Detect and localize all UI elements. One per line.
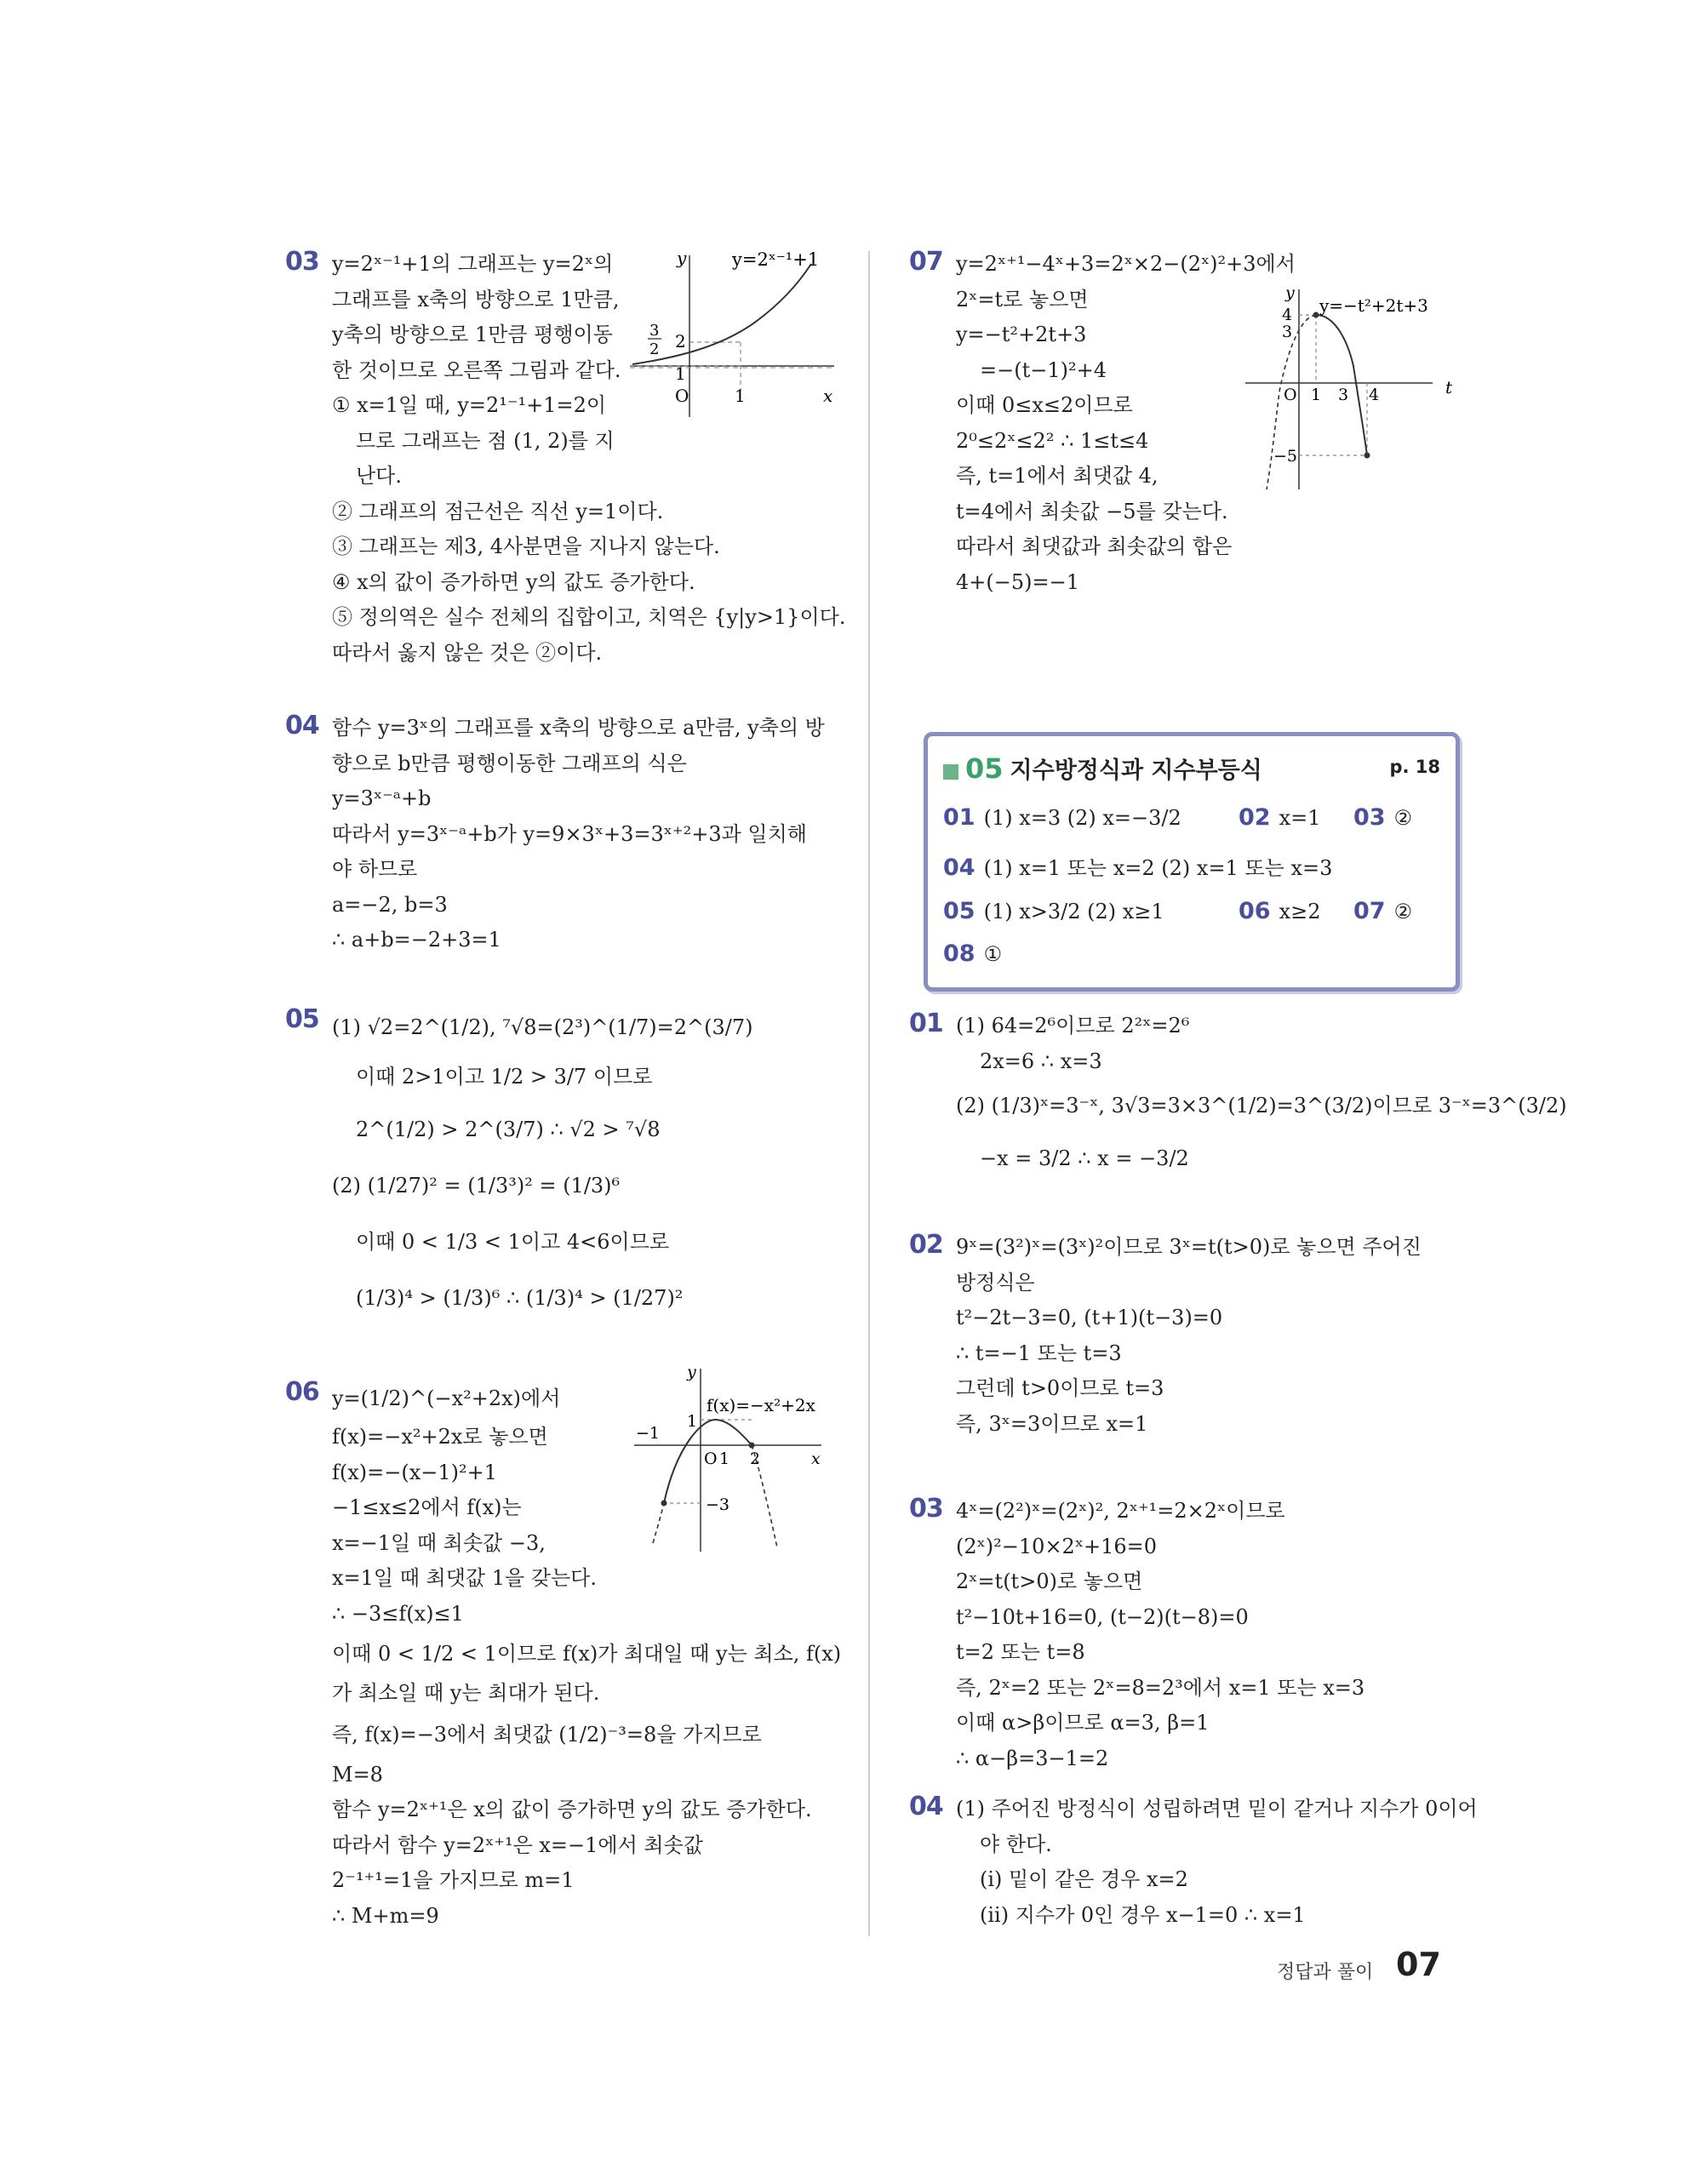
graph-tick-x: 1 xyxy=(735,386,746,406)
solution-line: 난다. xyxy=(356,464,402,488)
solution-line: ② 그래프의 점근선은 직선 y=1이다. xyxy=(332,499,664,523)
graph-x-axis-label: x xyxy=(811,1449,821,1468)
solution-line: a=−2, b=3 xyxy=(332,892,448,917)
solution-line: t=2 또는 t=8 xyxy=(956,1640,1085,1664)
graph-tick-1: 1 xyxy=(1311,386,1322,404)
graph-origin-label: O xyxy=(1284,386,1297,404)
solution-line: ① x=1일 때, y=2¹⁻¹+1=2이 xyxy=(332,393,607,417)
graph-func-label: y=2ˣ⁻¹+1 xyxy=(732,249,820,270)
graph-tick-1: 1 xyxy=(719,1449,730,1468)
solution-line: y=−t²+2t+3 xyxy=(956,323,1087,346)
solution-line: 함수 y=3ˣ의 그래프를 x축의 방향으로 a만큼, y축의 방 xyxy=(332,716,825,740)
problem-number: 03 xyxy=(285,247,319,277)
answer-number: 07 xyxy=(1353,898,1386,924)
solution-line: 즉, t=1에서 최댓값 4, xyxy=(956,464,1159,488)
solution-line: t=4에서 최솟값 −5를 갖는다. xyxy=(956,499,1228,523)
solution-line: 2ˣ=t로 놓으면 xyxy=(956,287,1089,312)
problem-number: 07 xyxy=(909,247,943,277)
solution-line: 즉, f(x)=−3에서 최댓값 (1/2)⁻³=8을 가지므로 xyxy=(332,1722,762,1747)
graph-origin-label: O xyxy=(675,386,689,406)
column-divider xyxy=(868,251,870,1936)
graph-tick-y2: 2 xyxy=(675,331,686,352)
graph-tick-4: 4 xyxy=(1369,386,1380,404)
solution-line: 함수 y=2ˣ⁺¹은 x의 값이 증가하면 y의 값도 증가한다. xyxy=(332,1798,812,1821)
solution-line: x=1일 때 최댓값 1을 갖는다. xyxy=(332,1566,597,1590)
graph-frac-den: 2 xyxy=(649,340,660,358)
solution-line: 한 것이므로 오른쪽 그림과 같다. xyxy=(332,357,621,382)
solution-line: y축의 방향으로 1만큼 평행이동 xyxy=(332,323,613,346)
solution-line: x=−1일 때 최솟값 −3, xyxy=(332,1530,546,1555)
answer-row xyxy=(943,898,1164,924)
answer-number: 02 xyxy=(1239,804,1271,831)
solution-line: 따라서 함수 y=2ˣ⁺¹은 x=−1에서 최솟값 xyxy=(332,1832,703,1857)
graph-func-label: y=−t²+2t+3 xyxy=(1319,295,1428,316)
solution-line: (i) 밑이 같은 경우 x=2 xyxy=(980,1867,1188,1891)
solution-line: y=2ˣ⁻¹+1의 그래프는 y=2ˣ의 xyxy=(332,252,614,276)
graph-exponential xyxy=(626,247,838,426)
problem-number: 04 xyxy=(909,1792,943,1821)
solution-line: 야 한다. xyxy=(980,1832,1052,1856)
solution-line: 방정식은 xyxy=(956,1270,1035,1295)
solution-line: y=(1/2)^(−x²+2x)에서 xyxy=(332,1386,561,1410)
solution-line: (2) (1/27)² = (1/3³)² = (1/3)⁶ xyxy=(332,1174,621,1198)
solution-line: ③ 그래프는 제3, 4사분면을 지나지 않는다. xyxy=(332,535,720,558)
answer-value: (1) x>3/2 (2) x≥1 xyxy=(983,900,1164,923)
solution-line: ∴ a+b=−2+3=1 xyxy=(332,928,501,952)
answer-number: 03 xyxy=(1353,804,1386,831)
solution-line: 4ˣ=(2²)ˣ=(2ˣ)², 2ˣ⁺¹=2×2ˣ이므로 xyxy=(956,1499,1285,1523)
answer-value: (1) x=1 또는 x=2 (2) x=1 또는 x=3 xyxy=(983,856,1333,880)
solution-line: 이때 2>1이고 1/2 > 3/7 이므로 xyxy=(356,1065,653,1089)
problem-number: 05 xyxy=(285,1004,319,1034)
graph-origin-label: O xyxy=(704,1449,718,1468)
page-reference: p. 18 xyxy=(1389,757,1440,777)
solution-line: 따라서 최댓값과 최솟값의 합은 xyxy=(956,535,1233,558)
section-number: 05 xyxy=(965,752,1004,785)
answer-number: 01 xyxy=(943,804,975,831)
solution-line: ④ x의 값이 증가하면 y의 값도 증가한다. xyxy=(332,569,695,594)
answer-value: x=1 xyxy=(1279,806,1321,830)
solution-line: 므로 그래프는 점 (1, 2)를 지 xyxy=(356,428,615,453)
graph-t-axis-label: t xyxy=(1445,377,1453,397)
solution-line: 이때 α>β이므로 α=3, β=1 xyxy=(956,1711,1210,1735)
answer-row xyxy=(1239,898,1321,924)
solution-line: 2^(1/2) > 2^(3/7) ∴ √2 > ⁷√8 xyxy=(356,1118,661,1141)
solution-line: 이때 0≤x≤2이므로 xyxy=(956,393,1133,417)
square-icon xyxy=(943,764,958,780)
answer-row xyxy=(943,940,1002,967)
graph-tick-neg3: −3 xyxy=(706,1495,730,1514)
solution-line: (2ˣ)²−10×2ˣ+16=0 xyxy=(956,1534,1158,1558)
answer-number: 05 xyxy=(943,898,975,924)
solution-line: t²−2t−3=0, (t+1)(t−3)=0 xyxy=(956,1306,1223,1329)
solution-line: 이때 0 < 1/2 < 1이므로 f(x)가 최대일 때 y는 최소, f(x) xyxy=(332,1642,842,1666)
solution-line: 그래프를 x축의 방향으로 1만큼, xyxy=(332,287,620,312)
answer-value: ② xyxy=(1393,900,1413,923)
answer-value: ② xyxy=(1393,806,1413,830)
solution-line: 2⁰≤2ˣ≤2² ∴ 1≤t≤4 xyxy=(956,428,1149,453)
solution-line: 2⁻¹⁺¹=1을 가지므로 m=1 xyxy=(332,1868,575,1892)
solution-line: (ii) 지수가 0인 경우 x−1=0 ∴ x=1 xyxy=(980,1902,1306,1927)
solution-line: (1/3)⁴ > (1/3)⁶ ∴ (1/3)⁴ > (1/27)² xyxy=(356,1286,684,1310)
answer-row xyxy=(1353,804,1412,831)
solution-line: (1) 64=2⁶이므로 2²ˣ=2⁶ xyxy=(956,1014,1190,1038)
solution-line: 따라서 옳지 않은 것은 ②이다. xyxy=(332,640,603,665)
graph-y-axis-label: y xyxy=(687,1363,696,1381)
answer-value: x≥2 xyxy=(1279,900,1321,923)
answer-value: (1) x=3 (2) x=−3/2 xyxy=(983,806,1181,830)
problem-number: 03 xyxy=(909,1494,943,1524)
solution-line: f(x)=−(x−1)²+1 xyxy=(332,1460,498,1484)
graph-tick-2: 2 xyxy=(750,1449,761,1468)
answer-row xyxy=(943,804,1181,831)
solution-line: 가 최소일 때 y는 최대가 된다. xyxy=(332,1681,600,1705)
solution-line: (1) 주어진 방정식이 성립하려면 밑이 같거나 지수가 0이어 xyxy=(956,1797,1478,1821)
answer-row xyxy=(943,851,1332,881)
solution-line: y=2ˣ⁺¹−4ˣ+3=2ˣ×2−(2ˣ)²+3에서 xyxy=(956,252,1296,276)
solution-line: 야 하므로 xyxy=(332,857,418,881)
answer-row xyxy=(1239,804,1321,831)
solution-line: 그런데 t>0이므로 t=3 xyxy=(956,1376,1164,1400)
solution-line: ∴ t=−1 또는 t=3 xyxy=(956,1341,1122,1365)
solution-line: ∴ α−β=3−1=2 xyxy=(956,1746,1109,1770)
solution-line: ∴ −3≤f(x)≤1 xyxy=(332,1601,464,1626)
solution-line: 향으로 b만큼 평행이동한 그래프의 식은 xyxy=(332,751,687,775)
solution-line: =−(t−1)²+4 xyxy=(980,357,1107,382)
answer-value: ① xyxy=(983,942,1003,966)
problem-number: 04 xyxy=(285,711,319,740)
solution-line: t²−10t+16=0, (t−2)(t−8)=0 xyxy=(956,1604,1249,1629)
graph-tick-neg1: −1 xyxy=(636,1424,661,1443)
solution-line: ⑤ 정의역은 실수 전체의 집합이고, 치역은 {y|y>1}이다. xyxy=(332,605,846,629)
solution-line: (2) (1/3)ˣ=3⁻ˣ, 3√3=3×3^(1/2)=3^(3/2)이므로 3⁻ˣ=3^(3/2) xyxy=(956,1094,1567,1118)
graph-quadratic xyxy=(626,1360,830,1556)
section-title: 지수방정식과 지수부등식 xyxy=(1010,758,1262,784)
graph-x-axis-label: x xyxy=(823,386,833,406)
graph-tick-3: 3 xyxy=(1338,386,1349,404)
solution-line: f(x)=−x²+2x로 놓으면 xyxy=(332,1425,548,1449)
answer-number: 06 xyxy=(1239,898,1271,924)
solution-line: −1≤x≤2에서 f(x)는 xyxy=(332,1495,522,1519)
solution-line: M=8 xyxy=(332,1762,383,1787)
graph-func-label: f(x)=−x²+2x xyxy=(707,1395,815,1415)
page-number: 07 xyxy=(1396,1946,1441,1983)
solution-line: y=3ˣ⁻ᵃ+b xyxy=(332,786,432,810)
answer-number: 04 xyxy=(943,855,975,881)
graph-frac-num: 3 xyxy=(649,322,660,340)
solution-line: 즉, 3ˣ=3이므로 x=1 xyxy=(956,1411,1148,1436)
answer-summary-box xyxy=(924,732,1460,992)
graph-tick-neg5: −5 xyxy=(1273,447,1298,466)
problem-number: 01 xyxy=(909,1009,943,1038)
graph-parabola-t xyxy=(1241,281,1467,502)
graph-tick-y3: 3 xyxy=(1282,323,1293,341)
solution-line: 2x=6 ∴ x=3 xyxy=(980,1049,1102,1073)
solution-line: 이때 0 < 1/3 < 1이고 4<6이므로 xyxy=(356,1230,670,1254)
solution-line: 9ˣ=(3²)ˣ=(3ˣ)²이므로 3ˣ=t(t>0)로 놓으면 주어진 xyxy=(956,1235,1422,1259)
solution-line: (1) √2=2^(1/2), ⁷√8=(2³)^(1/7)=2^(3/7) xyxy=(332,1015,753,1039)
answer-number: 08 xyxy=(943,940,975,967)
solution-line: 4+(−5)=−1 xyxy=(956,569,1079,594)
solution-line: 즉, 2ˣ=2 또는 2ˣ=8=2³에서 x=1 또는 x=3 xyxy=(956,1675,1365,1700)
graph-tick-y1: 1 xyxy=(687,1412,698,1431)
footer-label: 정답과 풀이 xyxy=(1277,1962,1374,1983)
graph-tick-y1: 1 xyxy=(675,363,686,384)
graph-tick-y4: 4 xyxy=(1282,306,1293,324)
box-title xyxy=(943,752,1262,785)
solution-line: −x = 3/2 ∴ x = −3/2 xyxy=(980,1146,1189,1170)
answer-row xyxy=(1353,898,1412,924)
graph-y-axis-label: y xyxy=(1285,283,1295,302)
solution-line: 2ˣ=t(t>0)로 놓으면 xyxy=(956,1569,1143,1593)
graph-y-axis-label: y xyxy=(677,248,687,268)
problem-number: 06 xyxy=(285,1377,319,1407)
solution-line: ∴ M+m=9 xyxy=(332,1903,439,1928)
problem-number: 02 xyxy=(909,1230,943,1260)
solution-line: 따라서 y=3ˣ⁻ᵃ+b가 y=9×3ˣ+3=3ˣ⁺²+3과 일치해 xyxy=(332,821,807,846)
